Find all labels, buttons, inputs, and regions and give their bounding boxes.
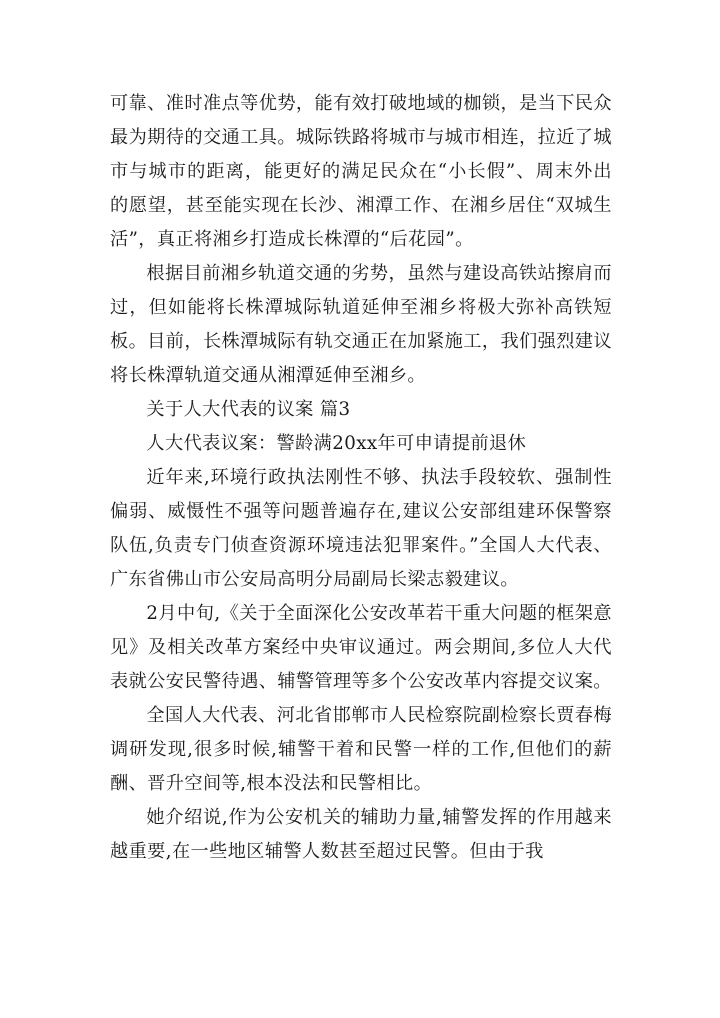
paragraph-4: 2月中旬,《关于全面深化公安改革若干重大问题的框架意见》及相关改革方案经中央审议通过。两会期间,多位人大代表就公安民警待遇、辅警管理等多个公安改革内容提交议案。 (110, 603, 612, 692)
paragraph-3: 近年来,环境行政执法刚性不够、执法手段较软、强制性偏弱、威慑性不强等问题普遍存在,建议公安部组建环保警察队伍,负责专门侦查资源环境违法犯罪案件。”全国人大代表、广东省佛山市公安局高明分局副局长梁志毅建议。 (110, 467, 612, 590)
paragraph-5: 全国人大代表、河北省邯郸市人民检察院副检察长贾春梅调研发现,很多时候,辅警干着和民警一样的工作,但他们的薪酬、晋升空间等,根本没法和民警相比。 (110, 705, 612, 794)
document-body (110, 87, 612, 869)
article-title: 人大代表议案：警龄满20xx年可申请提前退休 (146, 433, 527, 454)
section-heading: 关于人大代表的议案 篇3 (146, 399, 351, 420)
paragraph-1: 可靠、准时准点等优势，能有效打破地域的枷锁，是当下民众最为期待的交通工具。城际铁路将城市与城市相连，拉近了城市与城市的距离，能更好的满足民众在“小长假”、周末外出的愿望，甚至能实现在长沙、湘潭工作、在湘乡居住“双城生活”，真正将湘乡打造成长株潭的“后花园”。 (110, 93, 612, 250)
paragraph-6: 她介绍说,作为公安机关的辅助力量,辅警发挥的作用越来越重要,在一些地区辅警人数甚至超过民警。但由于我 (110, 807, 612, 862)
paragraph-2: 根据目前湘乡轨道交通的劣势，虽然与建设高铁站擦肩而过，但如能将长株潭城际轨道延伸至湘乡将极大弥补高铁短板。目前，长株潭城际有轨交通正在加紧施工，我们强烈建议将长株潭轨道交通从湘潭延伸至湘乡。 (110, 263, 612, 386)
